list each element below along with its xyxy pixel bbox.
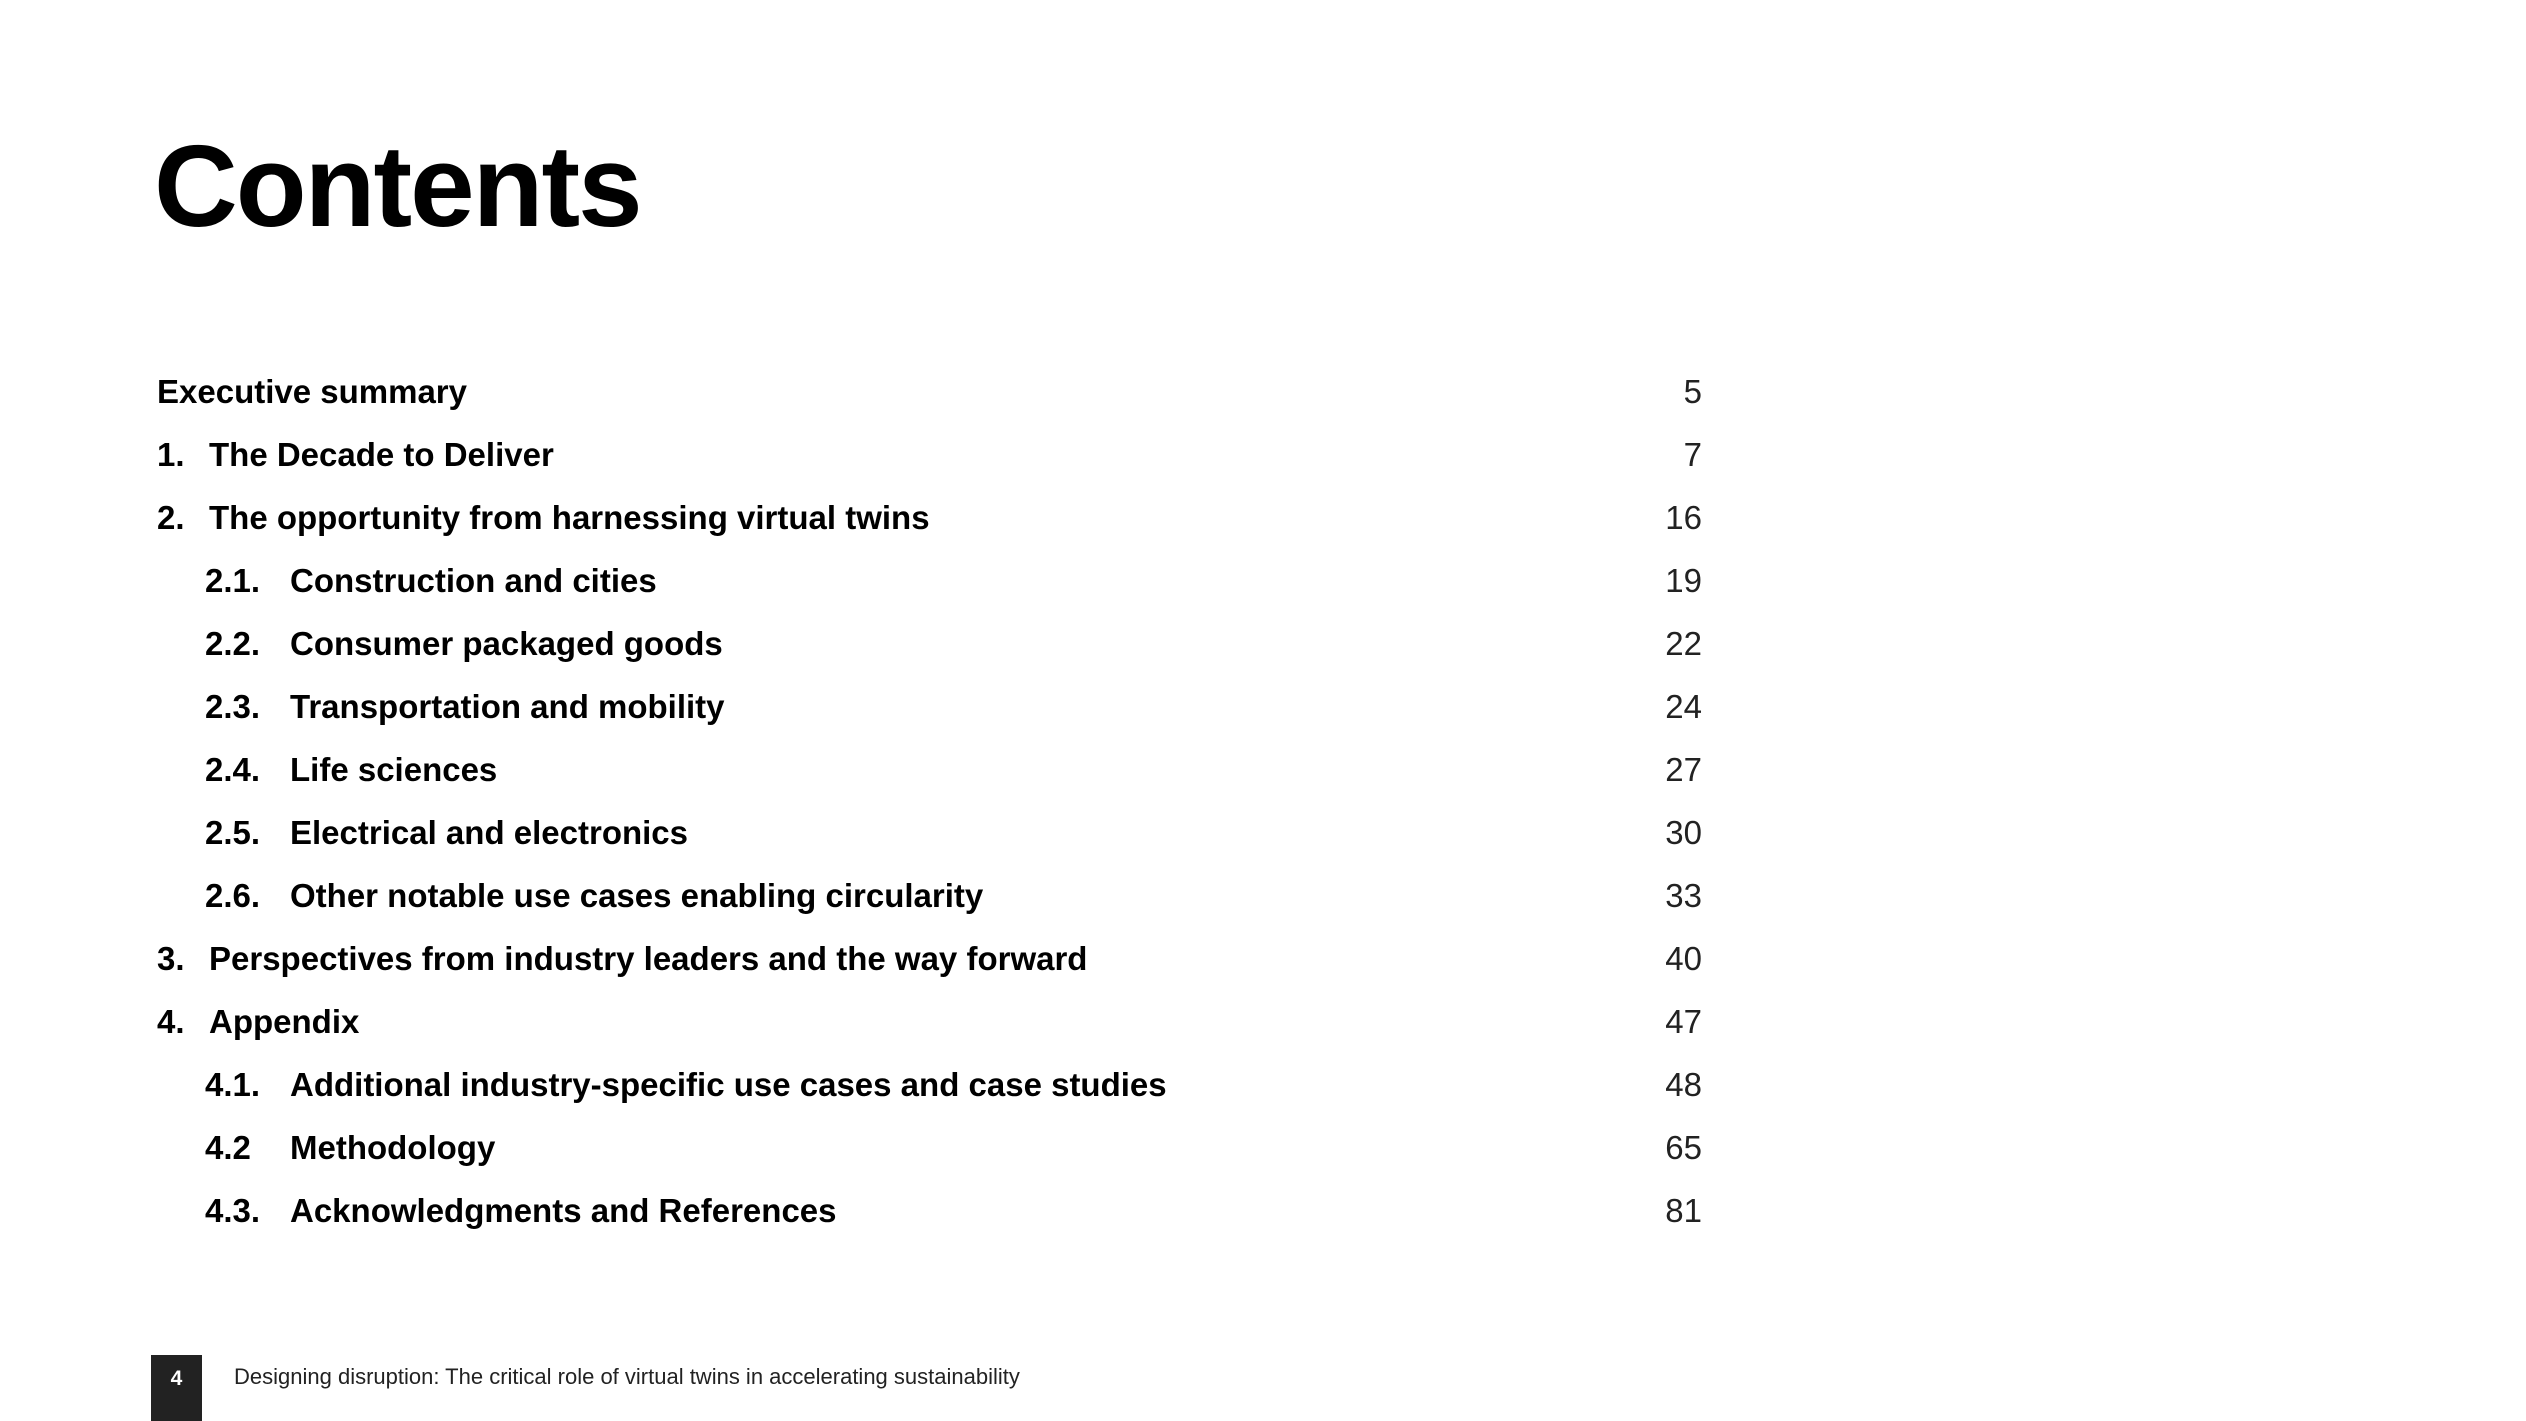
toc-entry-number: 2.4. xyxy=(205,750,261,788)
toc-entry-page: 65 xyxy=(1665,1128,1702,1166)
toc-entry-title: The Decade to Deliver xyxy=(209,435,554,473)
toc-entry-title: Acknowledgments and References xyxy=(290,1191,837,1229)
toc-entry-page: 81 xyxy=(1665,1191,1702,1229)
toc-entry-acknowledgments[interactable] xyxy=(157,1179,1702,1242)
toc-entry-number: 1. xyxy=(157,435,185,473)
toc-entry-number: 4.2 xyxy=(205,1128,251,1166)
table-of-contents xyxy=(157,360,1702,1242)
toc-entry-executive-summary[interactable] xyxy=(157,360,1702,423)
toc-entry-number: 2.3. xyxy=(205,687,261,725)
toc-entry-page: 27 xyxy=(1665,750,1702,788)
toc-entry-page: 19 xyxy=(1665,561,1702,599)
toc-entry-transportation[interactable] xyxy=(157,675,1702,738)
toc-entry-methodology[interactable] xyxy=(157,1116,1702,1179)
toc-entry-perspectives[interactable] xyxy=(157,927,1702,990)
toc-entry-title: Executive summary xyxy=(157,372,468,410)
toc-entry-number: 2.6. xyxy=(205,876,261,914)
footer-document-title: Designing disruption: The critical role of virtual twins in accelerating sustainability xyxy=(234,1364,1020,1389)
toc-entry-title: Electrical and electronics xyxy=(290,813,689,851)
toc-entry-construction[interactable] xyxy=(157,549,1702,612)
toc-entry-title: Other notable use cases enabling circularity xyxy=(290,876,984,914)
toc-entry-page: 22 xyxy=(1665,624,1702,662)
toc-entry-number: 2. xyxy=(157,498,185,536)
toc-entry-title: The opportunity from harnessing virtual twins xyxy=(209,498,930,536)
toc-entry-consumer-goods[interactable] xyxy=(157,612,1702,675)
toc-entry-appendix[interactable] xyxy=(157,990,1702,1053)
toc-entry-title: Consumer packaged goods xyxy=(290,624,723,662)
toc-entry-title: Additional industry-specific use cases and case studies xyxy=(290,1065,1167,1103)
toc-entry-opportunity[interactable] xyxy=(157,486,1702,549)
toc-entry-decade-to-deliver[interactable] xyxy=(157,423,1702,486)
toc-entry-page: 47 xyxy=(1665,1002,1702,1040)
toc-entry-title: Methodology xyxy=(290,1128,496,1166)
toc-entry-number: 2.5. xyxy=(205,813,261,851)
toc-entry-title: Life sciences xyxy=(290,750,498,788)
toc-entry-page: 30 xyxy=(1665,813,1702,851)
toc-entry-number: 2.1. xyxy=(205,561,261,599)
toc-entry-page: 16 xyxy=(1665,498,1702,536)
toc-entry-number: 4. xyxy=(157,1002,185,1040)
toc-entry-page: 24 xyxy=(1665,687,1702,725)
toc-entry-life-sciences[interactable] xyxy=(157,738,1702,801)
page-number-badge: 4 xyxy=(151,1355,202,1421)
toc-entry-page: 5 xyxy=(1683,372,1702,410)
toc-entry-circularity[interactable] xyxy=(157,864,1702,927)
toc-entry-title: Perspectives from industry leaders and the way forward xyxy=(209,939,1088,977)
toc-entry-page: 33 xyxy=(1665,876,1702,914)
toc-entry-title: Construction and cities xyxy=(290,561,657,599)
toc-entry-page: 7 xyxy=(1683,435,1702,473)
page-title: Contents xyxy=(154,121,641,251)
toc-entry-page: 48 xyxy=(1665,1065,1702,1103)
toc-entry-additional-use-cases[interactable] xyxy=(157,1053,1702,1116)
toc-entry-number: 4.1. xyxy=(205,1065,261,1103)
toc-entry-number: 3. xyxy=(157,939,185,977)
toc-entry-electrical[interactable] xyxy=(157,801,1702,864)
toc-entry-number: 2.2. xyxy=(205,624,261,662)
toc-entry-title: Appendix xyxy=(209,1002,360,1040)
toc-entry-title: Transportation and mobility xyxy=(290,687,725,725)
toc-entry-number: 4.3. xyxy=(205,1191,261,1229)
toc-entry-page: 40 xyxy=(1665,939,1702,977)
